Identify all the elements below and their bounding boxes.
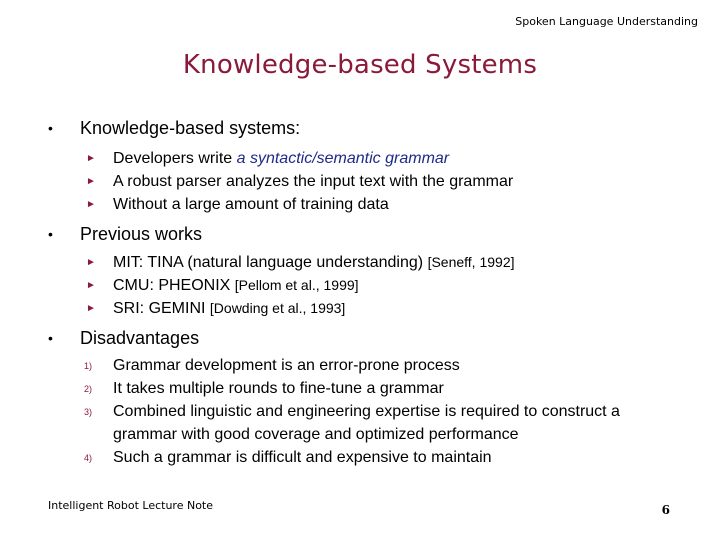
- list-item: [0, 170, 720, 193]
- bullet-icon: •: [48, 226, 53, 242]
- list-item: [0, 147, 720, 170]
- item-text: Without a large amount of training data: [113, 196, 389, 213]
- list-item: [0, 251, 720, 274]
- list-item: [0, 400, 720, 446]
- slide-title: Knowledge-based Systems: [182, 50, 538, 80]
- section-knowledge-based: [0, 116, 720, 140]
- page-number: 6: [661, 503, 670, 517]
- slide-content: [0, 116, 720, 469]
- arrow-bullet-icon: ►: [86, 176, 96, 187]
- item-text: Developers write: [113, 150, 237, 167]
- item-number: 4): [84, 453, 93, 463]
- arrow-bullet-icon: ►: [86, 153, 96, 164]
- list-item: [0, 274, 720, 297]
- bullet-icon: •: [48, 330, 53, 346]
- section-heading: Disadvantages: [80, 328, 200, 348]
- list-item: [0, 446, 720, 469]
- list-item: [0, 297, 720, 320]
- arrow-bullet-icon: ►: [86, 303, 96, 314]
- bullet-icon: •: [48, 120, 53, 136]
- list-item: [0, 354, 720, 377]
- citation: [Dowding et al., 1993]: [209, 300, 346, 316]
- item-number: 3): [84, 407, 93, 417]
- citation: [Seneff, 1992]: [427, 254, 515, 270]
- section-previous-works: [0, 222, 720, 246]
- footer-note: Intelligent Robot Lecture Note: [48, 499, 214, 512]
- arrow-bullet-icon: ►: [86, 257, 96, 268]
- slide-header: Spoken Language Understanding: [515, 15, 698, 28]
- item-text: It takes multiple rounds to fine-tune a grammar: [113, 380, 444, 397]
- section-heading: Knowledge-based systems:: [80, 118, 301, 138]
- list-item: [0, 377, 720, 400]
- item-text: CMU: PHEONIX: [113, 277, 235, 294]
- item-number: 1): [84, 361, 93, 371]
- arrow-bullet-icon: ►: [86, 199, 96, 210]
- item-text: Such a grammar is difficult and expensive to maintain: [113, 449, 492, 466]
- item-text: Combined linguistic and engineering expertise is required to construct a grammar with good coverage and optimized performance: [113, 403, 620, 443]
- item-number: 2): [84, 384, 93, 394]
- item-text: Grammar development is an error-prone process: [113, 357, 460, 374]
- citation: [Pellom et al., 1999]: [234, 277, 359, 293]
- emphasis-text: a syntactic/semantic grammar: [236, 150, 450, 167]
- arrow-bullet-icon: ►: [86, 280, 96, 291]
- item-text: A robust parser analyzes the input text with the grammar: [113, 173, 514, 190]
- list-item: [0, 193, 720, 216]
- section-disadvantages: [0, 326, 720, 350]
- section-heading: Previous works: [80, 224, 203, 244]
- item-text: SRI: GEMINI: [113, 300, 210, 317]
- item-text: MIT: TINA (natural language understanding): [113, 254, 428, 271]
